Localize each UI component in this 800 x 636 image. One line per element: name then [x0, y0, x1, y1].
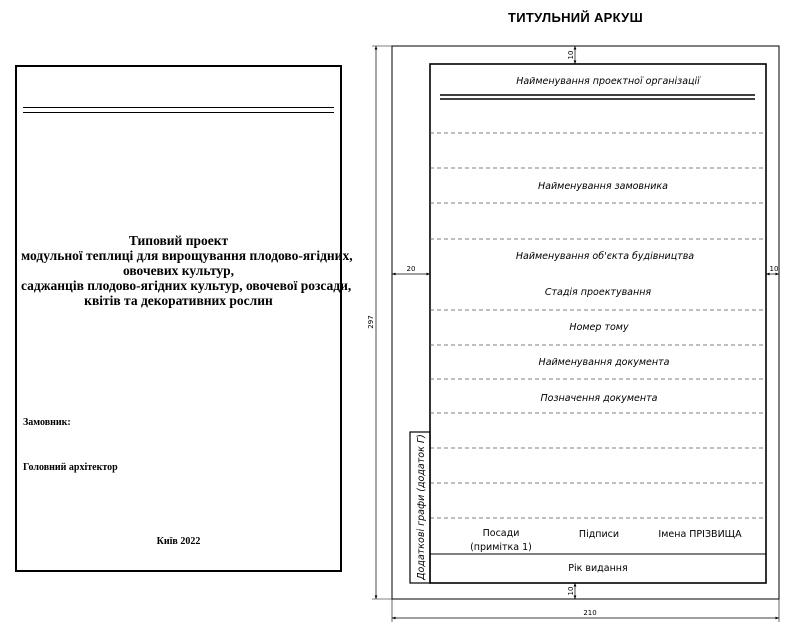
- bottom-margin-value: 10: [567, 586, 575, 596]
- width-value: 210: [583, 609, 597, 617]
- positions-label: Посади: [482, 528, 520, 539]
- stage-label: Стадія проектування: [544, 287, 652, 298]
- customer-label: Найменування замовника: [538, 181, 668, 192]
- height-value: 297: [367, 315, 375, 329]
- title-line: Типовий проект: [128, 233, 229, 248]
- title-line: модульної теплиці для вирощування плодово-ягідних,: [21, 248, 353, 263]
- signatures-label: Підписи: [578, 529, 620, 540]
- architect-label: Головний архітектор: [23, 462, 118, 473]
- title-line: квітів та декоративних рослин: [84, 293, 273, 308]
- left-margin-value: 20: [406, 265, 416, 273]
- city-year: Київ 2022: [156, 536, 201, 547]
- names-label: Імена ПРІЗВИЩА: [658, 529, 742, 540]
- volume-label: Номер тому: [569, 322, 629, 333]
- title-line: саджанців плодово-ягідних культур, овочевої розсади,: [21, 278, 352, 293]
- positions-note: (примітка 1): [470, 542, 532, 553]
- top-margin-value: 10: [567, 50, 575, 60]
- doc-designation-label: Позначення документа: [540, 393, 658, 404]
- year-label: Рік видання: [568, 563, 628, 574]
- side-column-label: Додаткові графи (додаток Г): [416, 434, 427, 580]
- object-label: Найменування об'єкта будівництва: [515, 251, 695, 262]
- title-line: овочевих культур,: [122, 263, 235, 278]
- doc-name-label: Найменування документа: [538, 357, 670, 368]
- org-name-label: Найменування проектної організації: [516, 76, 700, 87]
- page-heading: ТИТУЛЬНИЙ АРКУШ: [508, 10, 643, 25]
- customer-label: Замовник:: [23, 417, 71, 428]
- right-margin-value: 10: [769, 265, 779, 273]
